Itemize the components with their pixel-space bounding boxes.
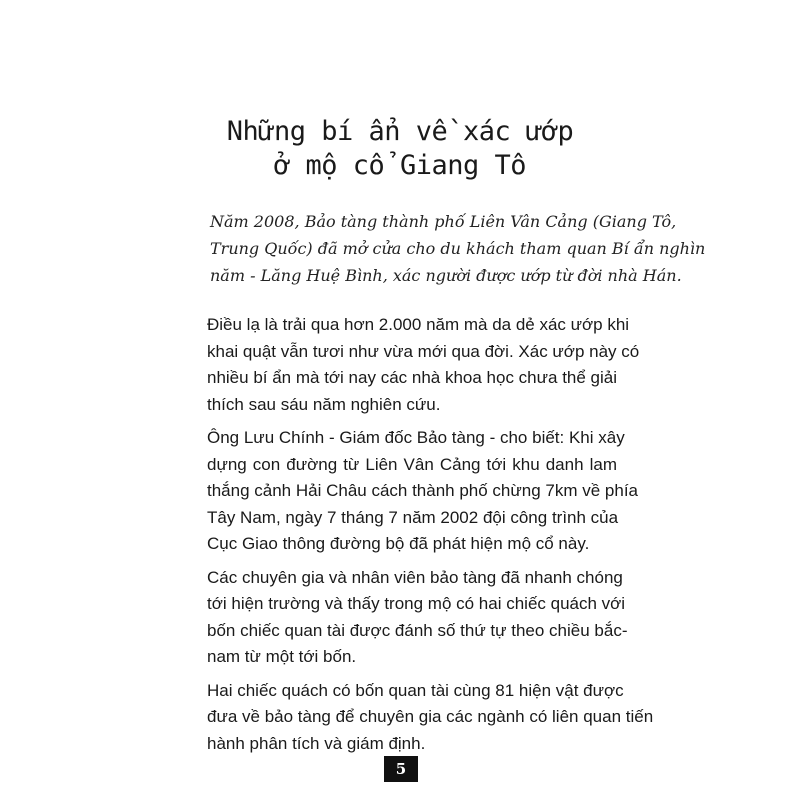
- text-line: Ông Lưu Chính - Giám đốc Bảo tàng - cho biết: Khi xây: [207, 428, 625, 447]
- text-line: nhiều bí ẩn mà tới nay các nhà khoa học chưa thể giải: [207, 368, 618, 387]
- intro-line: năm - Lăng Huệ Bình, xác người được ướp từ đời nhà Hán.: [210, 266, 682, 285]
- body-paragraph-2: [207, 425, 639, 558]
- body-paragraph-1: [207, 312, 640, 418]
- text-line: Hai chiếc quách có bốn quan tài cùng 81 hiện vật được: [207, 680, 624, 700]
- body-paragraph-4: [207, 678, 654, 758]
- text-line: Điều lạ là trải qua hơn 2.000 năm mà da dẻ xác ướp khi: [207, 315, 630, 334]
- chapter-title-line-1: Những bí ẩn về xác ướp: [226, 116, 574, 147]
- text-line: Cục Giao thông đường bộ đã phát hiện mộ cổ này.: [207, 534, 590, 553]
- text-line: bốn chiếc quan tài được đánh số thứ tự theo chiều bắc-: [207, 620, 628, 640]
- intro-line: Trung Quốc) đã mở cửa cho du khách tham quan Bí ẩn nghìn: [210, 239, 706, 258]
- text-line: thắng cảnh Hải Châu cách thành phố chừng 7km về phía: [207, 481, 639, 500]
- text-line: nam từ một tới bốn.: [207, 647, 357, 666]
- chapter-title-line-2: ở mộ cổ Giang Tô: [273, 150, 527, 181]
- text-line: đưa về bảo tàng để chuyên gia các ngành có liên quan tiến: [207, 707, 654, 726]
- text-line: khai quật vẫn tươi như vừa mới qua đời. Xác ướp này có: [207, 341, 640, 361]
- text-line: dựng con đường từ Liên Vân Cảng tới khu danh lam: [207, 454, 617, 474]
- text-line: tới hiện trường và thấy trong mộ có hai chiếc quách với: [207, 594, 626, 613]
- body-text: [207, 312, 654, 764]
- text-line: Tây Nam, ngày 7 tháng 7 năm 2002 đội công trình của: [207, 507, 619, 527]
- chapter-title: [0, 115, 800, 183]
- text-line: hành phân tích và giám định.: [207, 733, 426, 753]
- text-line: thích sau sáu năm nghiên cứu.: [207, 394, 441, 414]
- intro-paragraph: [210, 208, 706, 289]
- intro-line: Năm 2008, Bảo tàng thành phố Liên Vân Cảng (Giang Tô,: [210, 212, 677, 231]
- body-paragraph-3: [207, 565, 628, 671]
- text-line: Các chuyên gia và nhân viên bảo tàng đã nhanh chóng: [207, 567, 623, 587]
- page-number: 5: [384, 756, 418, 782]
